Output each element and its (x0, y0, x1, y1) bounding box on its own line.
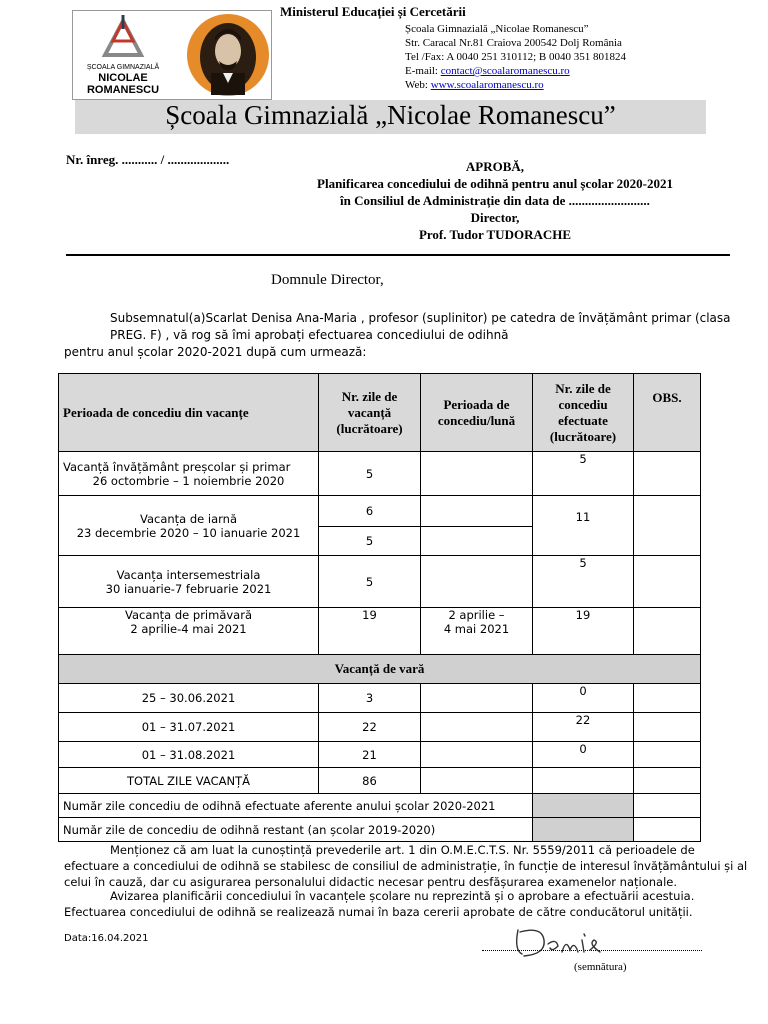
row-obs (634, 684, 701, 713)
school-contact-block (405, 22, 626, 92)
total-label: TOTAL ZILE VACANȚĂ (59, 768, 319, 794)
table-row (59, 496, 701, 527)
row-obs (634, 556, 701, 608)
email-label: E-mail: (405, 65, 438, 77)
row-leave-period (421, 527, 533, 556)
intro-line-3: pentru anul școlar 2020-2021 după cum urmează: (64, 345, 367, 359)
row-days-taken: 19 (533, 608, 634, 655)
row-days: 5 (319, 527, 421, 556)
row-leave-period (421, 556, 533, 608)
ministry-title: Ministerul Educației și Cercetării (280, 4, 466, 19)
signature-icon (508, 920, 628, 962)
logo-name-1: NICOLAE (98, 72, 148, 84)
school-logo-icon (73, 11, 271, 99)
approval-title: APROBĂ, (465, 159, 525, 174)
footer-taken-label: Număr zile concediu de odihnă efectuate aferente anului școlar 2020-2021 (59, 794, 533, 818)
table-row (59, 556, 701, 608)
school-logo-area (72, 10, 272, 100)
date: Data:16.04.2021 (64, 933, 149, 944)
salutation: Domnule Director, (271, 272, 384, 288)
footer-restant-value (533, 818, 634, 842)
row-period (59, 452, 319, 496)
school-email-row (405, 64, 626, 78)
approval-director-label: Director, (470, 210, 520, 225)
header-period: Perioada de concediu din vacanțe (59, 374, 319, 452)
row-obs (634, 608, 701, 655)
vacation-table (58, 373, 701, 842)
row-days: 19 (319, 608, 421, 655)
intro-line-2: PREG. F) , vă rog să îmi aprobați efectuarea concediului de odihnă (110, 328, 509, 342)
row-period (59, 608, 319, 655)
approval-line-3: în Consiliul de Administrație din data de ......................... (340, 193, 650, 208)
row-days-taken: 11 (533, 496, 634, 556)
note-line-5: Efectuarea concediului de odihnă se realizează numai în baza cererii aprobate de către conducătorul unității. (64, 905, 693, 919)
row-period (59, 496, 319, 556)
row-days: 6 (319, 496, 421, 527)
note-line-3: celui în cauză, dar cu asigurarea personalului didactic necesar pentru desfășurarea examenelor naționale. (64, 875, 678, 889)
table-row (59, 608, 701, 655)
logo-name-2: ROMANESCU (86, 84, 160, 96)
row-leave-period (421, 608, 533, 655)
header-divider (66, 254, 730, 256)
total-row (59, 768, 701, 794)
note-line-4: Avizarea planificării concediului în vacanțele școlare nu reprezintă și o aprobare a efectuării acestuia. (110, 889, 695, 903)
header-leave-period: Perioada de concediu/lună (421, 374, 533, 452)
row-leave-period (421, 496, 533, 527)
period-dates: 23 decembrie 2020 – 10 ianuarie 2021 (76, 525, 301, 540)
row-period (59, 556, 319, 608)
signature-label: (semnătura) (574, 961, 627, 973)
row-obs (634, 496, 701, 556)
table-row (59, 684, 701, 713)
period-name: Vacanța de iarnă (139, 511, 238, 526)
note-line-1: Menționez că am luat la cunoștință prevederile art. 1 din O.M.E.C.T.S. Nr. 5559/2011 că perioadele de (110, 843, 695, 857)
web-label: Web: (405, 79, 428, 91)
period-dates: 26 octombrie – 1 noiembrie 2020 (92, 473, 285, 488)
row-leave-period (421, 452, 533, 496)
row-leave-period (421, 742, 533, 768)
row-obs (634, 768, 701, 794)
row-days-taken (533, 768, 634, 794)
row-leave-period (421, 684, 533, 713)
period-name: Vacanța intersemestriala (116, 567, 261, 582)
period-dates: 2 aprilie-4 mai 2021 (130, 622, 247, 636)
row-period: 25 – 30.06.2021 (59, 684, 319, 713)
footer-row (59, 794, 701, 818)
period-name: Vacanță învățământ preșcolar și primar (63, 459, 291, 474)
table-row (59, 742, 701, 768)
total-days: 86 (319, 768, 421, 794)
approval-block (250, 158, 740, 243)
school-name-small: Școala Gimnazială „Nicolae Romanescu” (405, 23, 589, 35)
row-days: 22 (319, 713, 421, 742)
row-obs (634, 713, 701, 742)
school-web-row (405, 78, 626, 92)
note-line-2: efectuare a concediului de odihnă se stabilesc de consiliul de administrație, în funcție de interesul învățământului și al (64, 859, 748, 873)
row-days: 5 (319, 556, 421, 608)
approval-line-2: Planificarea concediului de odihnă pentru anul școlar 2020-2021 (317, 176, 673, 191)
summer-header: Vacanță de vară (59, 655, 701, 684)
period-name: Vacanța de primăvară (124, 608, 253, 622)
footer-restant-label: Număr zile de concediu de odihnă restant (an școlar 2019-2020) (59, 818, 533, 842)
table-row (59, 713, 701, 742)
email-link[interactable]: contact@scoalaromanescu.ro (440, 65, 570, 77)
school-address: Str. Caracal Nr.81 Craiova 200542 Dolj România (405, 37, 622, 49)
row-days: 21 (319, 742, 421, 768)
row-days-taken: 5 (533, 556, 634, 608)
row-leave-period (421, 713, 533, 742)
table-header-row (59, 374, 701, 452)
row-days-taken: 22 (533, 713, 634, 742)
footer-obs (634, 818, 701, 842)
period-dates: 30 ianuarie-7 februarie 2021 (105, 581, 272, 596)
leave-start: 2 aprilie – (448, 608, 505, 622)
table-row (59, 452, 701, 496)
logo-small-text: ȘCOALA GIMNAZIALĂ (86, 64, 160, 71)
summer-header-row (59, 655, 701, 684)
approval-director-name: Prof. Tudor TUDORACHE (418, 227, 572, 242)
row-days-taken: 0 (533, 684, 634, 713)
header-days-taken: Nr. zile de concediu efectuate (lucrătoare) (533, 374, 634, 452)
header-obs: OBS. (634, 374, 701, 452)
banner-title: Școala Gimnazială „Nicolae Romanescu” (165, 100, 616, 130)
row-days-taken: 5 (533, 452, 634, 496)
footer-taken-value (533, 794, 634, 818)
row-days: 3 (319, 684, 421, 713)
row-obs (634, 452, 701, 496)
footer-row (59, 818, 701, 842)
header-days: Nr. zile de vacanță (lucrătoare) (319, 374, 421, 452)
web-link[interactable]: www.scoalaromanescu.ro (430, 79, 544, 91)
footer-obs (634, 794, 701, 818)
school-banner (70, 100, 706, 134)
leave-end: 4 mai 2021 (443, 622, 510, 636)
school-phone: Tel /Fax: A 0040 251 310112; B 0040 351 801824 (405, 51, 626, 63)
row-period: 01 – 31.08.2021 (59, 742, 319, 768)
row-period: 01 – 31.07.2021 (59, 713, 319, 742)
row-days: 5 (319, 452, 421, 496)
registration-number: Nr. înreg. ........... / ................... (66, 152, 230, 167)
row-leave-period (421, 768, 533, 794)
row-obs (634, 742, 701, 768)
intro-line-1: Subsemnatul(a)Scarlat Denisa Ana-Maria , profesor (suplinitor) pe catedra de învățământ primar (clasa (110, 311, 731, 325)
row-days-taken: 0 (533, 742, 634, 768)
